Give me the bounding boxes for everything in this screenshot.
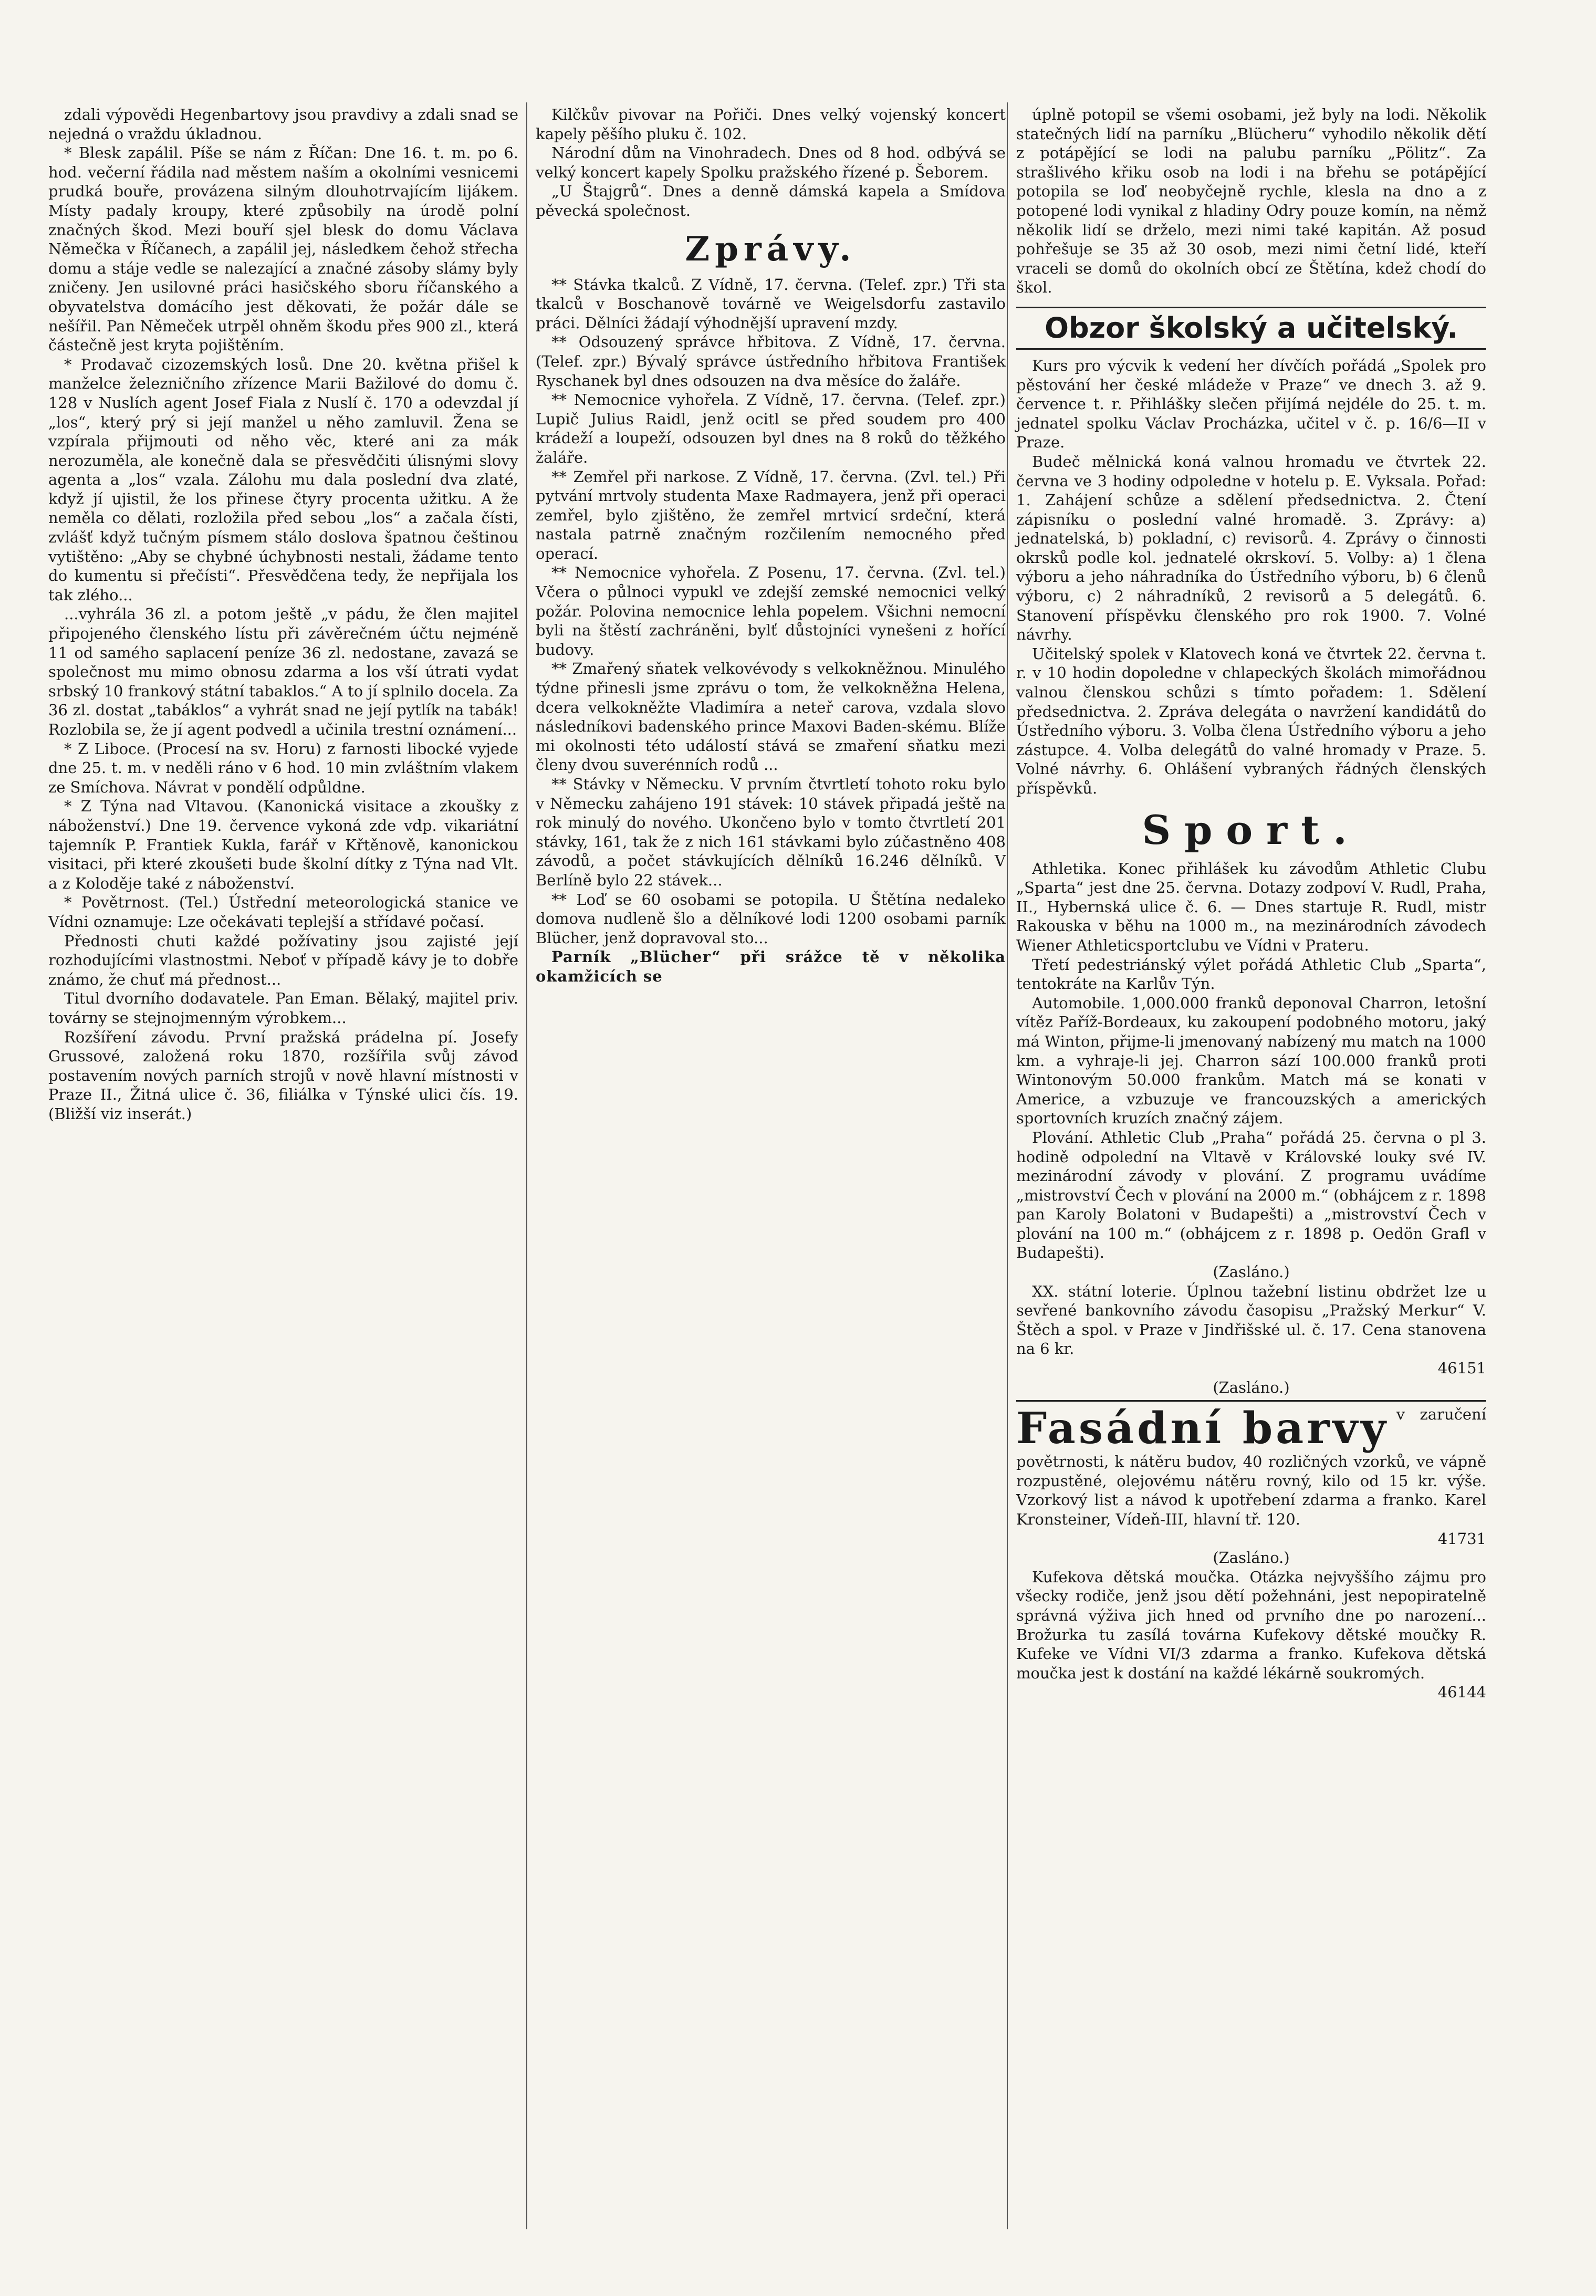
article-potopeni: úplně potopil se všemi osobami, jež byly na lodi. Několik statečných lidí na parníku „Blücheru“ vyhodilo několik dětí z potápějící se lodi na palubu parníku „Pölitz“. Za strašlivého křiku osob na lodi i na břehu se potápějící potopila se loď neobyčejně rychle, klesla na dno a z potopené lodi vynikal z hladiny Odry pouze komín, na němž několik lidí se drželo, mezi nimi také kapitán. Až posud pohřešuje se 35 až 30 osob, mezi nimi četní lidé, kteří vraceli se domů do okolních obcí ze Štětína, kdež chodí do škol. — [1016, 106, 1486, 297]
article-intro: zdali výpovědi Hegenbartovy jsou pravdivy a zdali snad se nejedná o vraždu úkladnou. — [48, 106, 518, 143]
ad-number: 46151 — [1437, 1359, 1486, 1377]
telegram-lupic: ** Nemocnice vyhořela. Z Vídně, 17. června. (Telef. zpr.) Lupič Julius Raidl, jenž ocitl se před soudem pro 400 krádeží a loupeží, odsouzen byl dnes na 8 roků do těžkého žaláře. — [536, 391, 1006, 466]
section-heading-skolsky: Obzor školský a učitelský. — [1016, 307, 1486, 350]
telegram-snatek: ** Zmařený sňatek velkovévody s velkokněžnou. Minulého týdne přinesli jsme zprávu o tom, že velkokněžna Helena, dcera velkokněžte Vladimíra a neteř carova, vzdala slovo následníkovi badenského prince Maxovi Baden-skému. Blíže mi okolnosti této událostí stává se zmaření sňatku mezi členy dvou suverénních rodů ... — [536, 660, 1006, 774]
article-tyn: * Z Týna nad Vltavou. (Kanonická visitace a zkoušky z náboženství.) Dne 19. července vykoná zde vdp. vikariátní tajemník P. Frantiek Kukla, farář v Křtěnově, kanonickou visitaci, při které zkoušeti bude školní dítky z Týna nad Vlt. a z Koloděje také z náboženství. — [48, 797, 518, 892]
ad-loterie: XX. státní loterie. Úplnou tažební listinu obdržet lze u sevřené bankovního závodu časopisu „Pražský Merkur“ V. Štěch a spol. v Praze v Jindřišské ul. č. 17. Cena stanovena na 6 kr. — [1016, 1282, 1486, 1358]
telegram-parnik: Parník „Blücher“ při srážce tě v několika okamžicích se — [536, 948, 1006, 985]
notice-pivovar: Kilčkův pivovar na Pořiči. Dnes velký vojenský koncert kapely pěšího pluku č. 102. — [536, 106, 1006, 143]
ad-fasadni-barvy — [1016, 1400, 1486, 1548]
article-povetrnost: * Povětrnost. (Tel.) Ústřední meteorologická stanice ve Vídni oznamuje: Lze očekávati teplejší a střídavé počasí. — [48, 893, 518, 931]
ad-text: v zaručení povětrnosti, k nátěru budov, 40 rozličných vzorků, ve vápně rozpustěné, olejovému nátěru rovný, kilo od 15 kr. výše. Vzorkový list a návod k upotřebení zdarma a franko. Karel Kronsteiner, Vídeň-III, hlavní tř. 120. — [1016, 1405, 1486, 1528]
notice-narodni-dum: Národní dům na Vinohradech. Dnes od 8 hod. odbývá se velký koncert kapely Spolku pražského řízené p. Šeborem. — [536, 144, 1006, 181]
sport-automobile: Automobile. 1,000.000 franků deponoval Charron, letošní vítěz Paříž-Bordeaux, ku zakoupení podobného motoru, jaký má Winton, přijme-li jmenovaný nabízený mu match na 1000 km. a vyhraje-li jej. Charron sází 100.000 franků proti Wintonovým 50.000 frankům. Match má se konati v Americe, a vzbuzuje ve francouzských a amerických sportovních kruzích značný zájem. — [1016, 994, 1486, 1128]
telegram-spravce: ** Odsouzený správce hřbitova. Z Vídně, 17. června. (Telef. zpr.) Bývalý správce ústředního hřbitova František Ryschanek byl dnes odsouzen na dva měsíce do žaláře. — [536, 333, 1006, 390]
telegram-stavka: ** Stávka tkalců. Z Vídně, 17. června. (Telef. zpr.) Tři sta tkalců v Boschanově továrně ve Weigelsdorfu zastavilo práci. Dělníci žádají výhodnější upravení mzdy. — [536, 275, 1006, 332]
notice-klatovy: Učitelský spolek v Klatovech koná ve čtvrtek 22. června t. r. v 10 hodin dopoledne v chlapeckých školách mimořádnou valnou členskou schůzi s tímto pořadem: 1. Sdělení předsednictva. 2. Zpráva delegáta o navržení kandidátů do Ústředního výboru. 3. Volba člena Ústředního výboru a jeho zástupce. 4. Volba delegátů do valné hromady v Praze. 5. Volné návrhy. 6. Ohlášení vybraných řádných členských příspěvků. — [1016, 644, 1486, 797]
telegram-nemocnice: ** Nemocnice vyhořela. Z Posenu, 17. června. (Zvl. tel.) Včera o půlnoci vypukl ve zdejší zemské nemocnici velký požár. Polovina nemocnice lehla popelem. Všichni nemocní byli na štěstí zachráněni, bylť důstojníci vynešeni z hořící budovy. — [536, 563, 1006, 659]
ad-title: Fasádní barvy — [1016, 1403, 1389, 1454]
article-liboce: * Z Liboce. (Procesí na sv. Horu) z farnosti libocké vyjede dne 25. t. m. v neděli ráno v 6 hod. 10 min zvláštním vlakem ze Smíchova. Návrat v pondělí odpůldne. — [48, 739, 518, 796]
notice-stajgru: „U Štajgrů“. Dnes a denně dámská kapela a Smídova pěvecká společnost. — [536, 182, 1006, 220]
section-heading-sport: Sport. — [1142, 806, 1361, 853]
zaslano-label: (Zasláno.) — [1213, 1263, 1290, 1281]
ad-kufeke: Kufekova dětská moučka. Otázka nejvyššího zájmu pro všecky rodiče, jenž jsou dětí požehnáni, jest nepopiratelně správná výživa jich hned od prvního dne po narození... Brožurka tu zasílá továrna Kufekovy dětské moučky R. Kufeke ve Vídni VI/3 zdarma a franko. Kufekova dětská moučka jest k dostání na každé lékárně soukromých. — [1016, 1568, 1486, 1682]
column-middle — [536, 105, 1006, 986]
article-prodavac-losu-cont: ...vyhrála 36 zl. a potom ještě „v pádu, že člen majitel připojeného členského lístu při závěrečném účtu nejméně 11 od samého saplacení peníze 36 zl. nedostane, zavazá se společnost mu mimo obnosu zdarma a los vší útrati vydat srbský 10 frankový státní tabaklos.“ A to jí splnilo docela. Za 36 zl. dostat „tabáklos“ a vyhrát snad ne její pytlík na tabák! Rozlobila se, že jí agent podvedl a učinila trestní oznámení... — [48, 605, 518, 738]
ad-number: 41731 — [1437, 1529, 1486, 1548]
section-heading-zpravy: Zprávy. — [685, 229, 857, 269]
ad-number: 46144 — [1437, 1683, 1486, 1702]
article-prednosti: Přednosti chuti každé požívatiny jsou zajisté její rozhodujícími vlastnostmi. Neboť v případě kávy je to dobře známo, že chuť má přednost... — [48, 932, 518, 988]
zaslano-label: (Zasláno.) — [1213, 1378, 1290, 1396]
column-separator — [1007, 102, 1008, 2229]
column-separator — [526, 102, 527, 2229]
telegram-narkose: ** Zemřel při narkose. Z Vídně, 17. června. (Zvl. tel.) Při pytvání mrtvoly studenta Maxe Radmayera, jenž při operaci zemřel, bylo zjištěno, že zemřel mrtvicí srdeční, která nastala patrně značným rozčilením nemocného před operací. — [536, 467, 1006, 562]
sport-athletika: Athletika. Konec přihlášek ku závodům Athletic Clubu „Sparta“ jest dne 25. června. Dotazy zodpoví V. Rudl, Praha, II., Hybernská ulice č. 6. — Dnes startuje R. Rudl, mistr Rakouska v běhu na 1000 m., na mezinárodních závodech Wiener Athleticsportclubu ve Vídni v Prateru. — [1016, 859, 1486, 954]
notice-kurs: Kurs pro výcvik k vedení her dívčích pořádá „Spolek pro pěstování her české mládeže v Praze“ ve dnech 3. až 9. července t. r. Přihlášky slečen přijímá nejdéle do 25. t. m. jednatel spolku Václav Procházka, učitel v č. p. 16/6—II v Praze. — [1016, 356, 1486, 452]
sport-vylet: Třetí pedestriánský výlet pořádá Athletic Club „Sparta“, tentokráte na Karlův Týn. — [1016, 955, 1486, 993]
telegram-stavky: ** Stávky v Německu. V prvním čtvrtletí tohoto roku bylo v Německu zahájeno 191 stávek: 10 stávek připadá ještě na rok minulý do nového. Ukončeno bylo v tomto čtvrtletí 201 stávky, 161, tak že z nich 161 stávkami bylo zúčastněno 408 závodů, a počet stávkujících dělníků 16.246 dělníků. V Berlíně bylo 22 stávek... — [536, 775, 1006, 889]
column-left — [48, 105, 518, 1123]
column-right — [1016, 105, 1486, 1702]
notice-budec: Budeč mělnická koná valnou hromadu ve čtvrtek 22. června ve 3 hodiny odpoledne v hotelu p. E. Vyksala. Pořad: 1. Zahájení schůze a sdělení předsednictva. 2. Čtení zápisníku o poslední valné hromadě. 3. Zprávy: a) jednatelská, b) pokladní, c) revisorů. 4. Zprávy o činnosti okrsků podle kol. jednatelé okrskoví. 5. Volby: a) 1 člena výboru a jeho náhradníka do Ústředního výboru, b) 6 členů výboru, c) 2 náhradníků, 2 revisorů a 5 delegátů. 6. Stanovení příspěvku členského pro rok 1900. 7. Volné návrhy. — [1016, 452, 1486, 644]
telegram-lod: ** Loď se 60 osobami se potopila. U Štětína nedaleko domova nudleně šlo a dělníkové lodi 1200 osobami parník Blücher, jenž dopravoval sto... — [536, 890, 1006, 947]
sport-plovani: Plování. Athletic Club „Praha“ pořádá 25. června o pl 3. hodině odpolední na Vltavě v Královské louky své IV. mezinárodní závody v plování. Z programu uvádíme „mistrovství Čech v plování na 2000 m.“ (obhájcem z r. 1898 pan Karoly Bolatoni v Budapešti) a „mistrovství Čech v plování na 100 m.“ (obhájcem z r. 1898 p. Oedön Grafl v Budapešti). — [1016, 1128, 1486, 1262]
zaslano-label: (Zasláno.) — [1213, 1549, 1290, 1567]
article-titul: Titul dvorního dodavatele. Pan Eman. Bělaký, majitel priv. továrny se stejnojmenným výrobkem... — [48, 989, 518, 1027]
article-rozsireni: Rozšíření závodu. První pražská prádelna pí. Josefy Grussové, založená roku 1870, rozšířila svůj závod postavením nových parních strojů v nově hlavní místnosti v Praze II., Žitná ulice č. 36, filiálka v Týnské ulici čís. 19. (Bližší viz inserát.) — [48, 1028, 518, 1123]
article-blesk: * Blesk zapálil. Píše se nám z Říčan: Dne 16. t. m. po 6. hod. večerní řádila nad městem naším a okolními vesnicemi prudká bouře, provázena silným dlouhotrvajícím lijákem. Místy padaly kroupy, které způsobily na úrodě polní značných škod. Mezi bouří sjel blesk do domu Václava Němečka v Říčanech, a zapálil jej, následkem čehož střecha domu a stáje vedle se nalezající a značné zásoby slámy byly zničeny. Jen usilovné práci hasičského sboru říčanského a obyvatelstva domácího jest děkovati, že požár dále se nešířil. Pan Němeček utrpěl ohněm škodu přes 900 zl., která částečně jest kryta pojištěním. — [48, 144, 518, 354]
article-prodavac-losu: * Prodavač cizozemských losů. Dne 20. května přišel k manželce železničního zřízence Marii Bažilové do domu č. 128 v Nuslích agent Josef Fiala z Nuslí č. 170 a odevzdal jí „los“, který prý si její manžel u něho zamluvil. Žena se vzpírala přijmouti od něho věc, které ani za mák nerozuměla, ale konečně dala se přesvědčiti úlisnými slovy agenta a „los“ vzala. Zálohu mu dala poslední dva zlaté, když jí ujistil, že los přinese čtyry procenta užitku. A že neměla co dělati, rozložila před sebou „los“ a začala čísti, zvlášť když tučným písmem stálo doslova špatnou češtinou vytištěno: „Aby se chybné úchybnosti nestali, žádame tento do kumentu si přečísti“. Přesvědčena tedy, že nepřijala los tak zlého... — [48, 355, 518, 604]
